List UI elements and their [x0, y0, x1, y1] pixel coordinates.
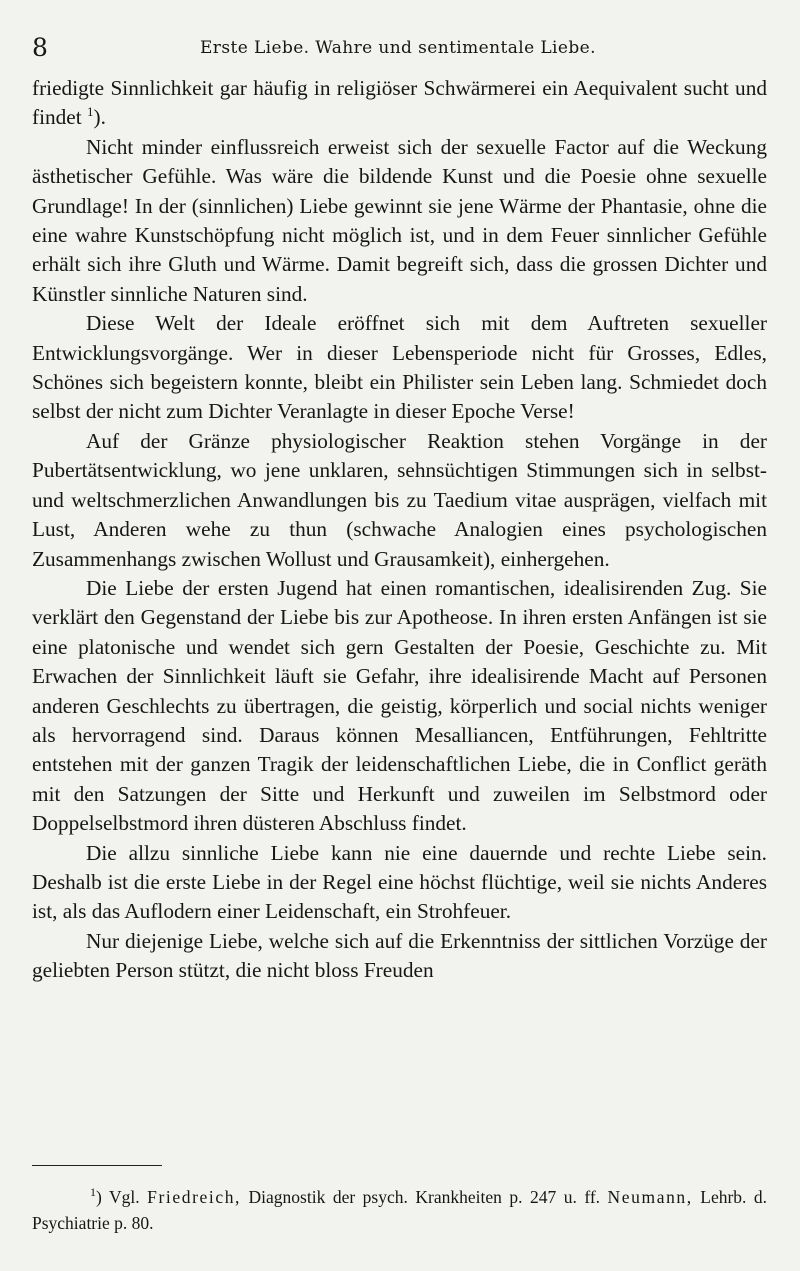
paragraph: Nicht minder einflussreich erweist sich der sexuelle Factor auf die Weckung ästhetischer Gefühle. Was wäre die bildende Kunst und die Poesie ohne sexuelle Grundlage! In der (sinnlichen) Liebe gewinnt sie jene Wärme der Phantasie, ohne die eine wahre Kunstschöpfung nicht möglich ist, und in dem Feuer sinnlicher Gefühle erhält sich ihre Gluth und Wärme. Damit begreift sich, dass die grossen Dichter und Künstler sinnliche Naturen sind. [32, 134, 767, 306]
footnote-citation: Diagnostik der psych. Krankheiten p. 247 u. ff. [248, 1187, 601, 1207]
page-number: 8 [32, 33, 48, 62]
footnote-prefix: Vgl. [109, 1187, 140, 1207]
paragraph-continued [32, 74, 767, 133]
footnote-author: Friedreich, [147, 1187, 242, 1207]
running-head: Erste Liebe. Wahre und sentimentale Liebe. [200, 38, 596, 58]
footnote-mark: 1 [90, 1185, 96, 1200]
paragraph: Nur diejenige Liebe, welche sich auf die Erkenntniss der sittlichen Vorzüge der geliebten Person stützt, die nicht bloss Freuden [32, 928, 767, 983]
paragraph: Die allzu sinnliche Liebe kann nie eine dauernde und rechte Liebe sein. Deshalb ist die erste Liebe in der Regel eine höchst flüchtige, weil sie nichts Anderes ist, als das Auflodern einer Leidenschaft, ein Strohfeuer. [32, 840, 767, 924]
footnote-reference[interactable]: 1 [87, 104, 94, 120]
paragraph: Diese Welt der Ideale eröffnet sich mit dem Auftreten sexueller Entwicklungsvorgänge. Wer in dieser Lebensperiode nicht für Grosses, Edles, Schönes sich begeistern konnte, bleibt ein Philister sein Leben lang. Schmiedet doch selbst der nicht zum Dichter Veranlagte in dieser Epoche Verse! [32, 311, 767, 424]
paragraph-text-tail: ). [93, 105, 106, 130]
paragraph-text: friedigte Sinnlichkeit gar häufig in religiöser Schwärmerei ein Aequivalent sucht und findet [32, 76, 767, 130]
footnote-author: Neumann, [607, 1187, 693, 1207]
body-text [32, 74, 767, 986]
footnote-divider [32, 1165, 162, 1166]
footnote [32, 1184, 767, 1236]
footnote-text [32, 1184, 767, 1236]
page-header [32, 34, 768, 66]
footnote-citation: Lehrb. d. Psychiatrie p. 80. [32, 1187, 768, 1233]
paragraph: Die Liebe der ersten Jugend hat einen romantischen, idealisirenden Zug. Sie verklärt den Gegenstand der Liebe bis zur Apotheose. In ihren ersten Anfängen ist sie eine platonische und wendet sich gern Gestalten der Poesie, Geschichte zu. Mit Erwachen der Sinnlichkeit läuft sie Gefahr, ihre idealisirende Macht auf Personen anderen Geschlechts zu übertragen, die geistig, körperlich und social nichts weniger als hervorragend sind. Daraus können Mesalliancen, Entführungen, Fehltritte entstehen mit der ganzen Tragik der leidenschaftlichen Liebe, die in Conflict geräth mit den Satzungen der Sitte und Herkunft und zuweilen im Selbstmord oder Doppelselbstmord ihren düsteren Abschluss findet. [32, 575, 767, 836]
paragraph: Auf der Gränze physiologischer Reaktion stehen Vorgänge in der Pubertätsentwicklung, wo jene unklaren, sehnsüchtigen Stimmungen sich in selbst- und weltschmerzlichen Anwandlungen bis zu Taedium vitae ausprägen, vielfach mit Lust, Anderen wehe zu thun (schwache Analogien eines psychologischen Zusammenhangs zwischen Wollust und Grausamkeit), einhergehen. [32, 428, 767, 571]
footnote-mark-paren: ) [96, 1187, 102, 1207]
